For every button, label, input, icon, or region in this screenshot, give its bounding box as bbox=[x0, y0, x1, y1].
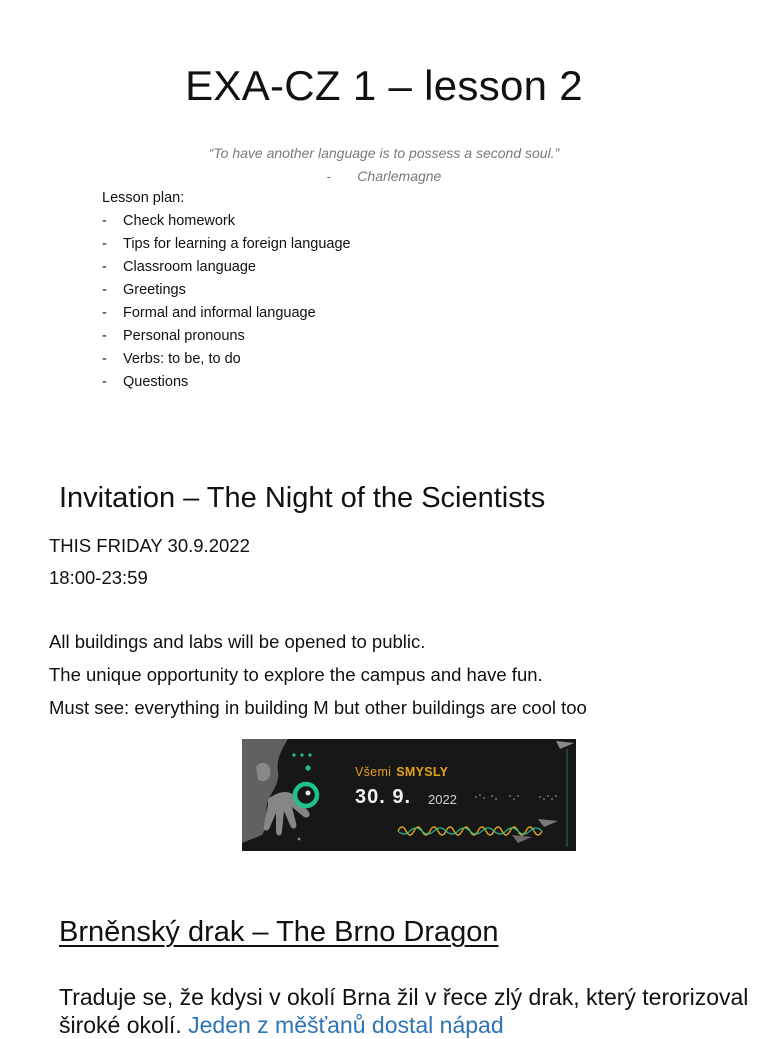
list-item: - Formal and informal language bbox=[102, 303, 351, 326]
hand-graphic bbox=[242, 739, 310, 843]
invitation-title: Invitation – The Night of the Scientists bbox=[59, 482, 546, 514]
banner-word-2: SMYSLY bbox=[396, 765, 449, 779]
banner-date: 30. 9. bbox=[355, 786, 412, 808]
lesson-plan-label: Lesson plan: bbox=[102, 190, 185, 206]
story-text: Traduje se, že kdysi v okolí Brna žil v řece zlý drak, který terorizoval široké okolí. bbox=[59, 984, 749, 1038]
banner-year: 2022 bbox=[428, 792, 457, 807]
event-banner-image bbox=[242, 739, 576, 851]
event-time: 18:00-23:59 bbox=[49, 567, 148, 588]
list-item: - Personal pronouns bbox=[102, 326, 351, 349]
quote-text: “To have another language is to possess a second soul.” bbox=[208, 145, 560, 161]
ring-graphic bbox=[295, 784, 317, 806]
list-item: - Verbs: to be, to do bbox=[102, 349, 351, 372]
list-item: - Check homework bbox=[102, 211, 351, 234]
invitation-paragraph: The unique opportunity to explore the campus and have fun. bbox=[49, 664, 543, 685]
banner-slogan bbox=[355, 765, 448, 779]
list-item: - Tips for learning a foreign language bbox=[102, 234, 351, 257]
story-link[interactable]: Jeden z měšťanů dostal nápad bbox=[188, 1012, 504, 1038]
dot-pattern bbox=[475, 794, 557, 800]
list-item: - Classroom language bbox=[102, 257, 351, 280]
dragon-story bbox=[59, 983, 759, 1039]
invitation-paragraph: All buildings and labs will be opened to public. bbox=[49, 631, 426, 652]
invitation-paragraph: Must see: everything in building M but other buildings are cool too bbox=[49, 697, 587, 718]
list-item: - Questions bbox=[102, 372, 351, 395]
quote-dash: - bbox=[326, 168, 332, 184]
event-date: THIS FRIDAY 30.9.2022 bbox=[49, 535, 250, 556]
quote-author: Charlemagne bbox=[357, 168, 442, 184]
lesson-title: EXA-CZ 1 – lesson 2 bbox=[185, 62, 583, 109]
list-item: - Greetings bbox=[102, 280, 351, 303]
banner-word-1: Všemi bbox=[355, 765, 392, 779]
quote-author-line bbox=[0, 166, 768, 186]
lesson-plan-list bbox=[102, 211, 351, 395]
dragon-title: Brněnský drak – The Brno Dragon bbox=[59, 916, 499, 948]
